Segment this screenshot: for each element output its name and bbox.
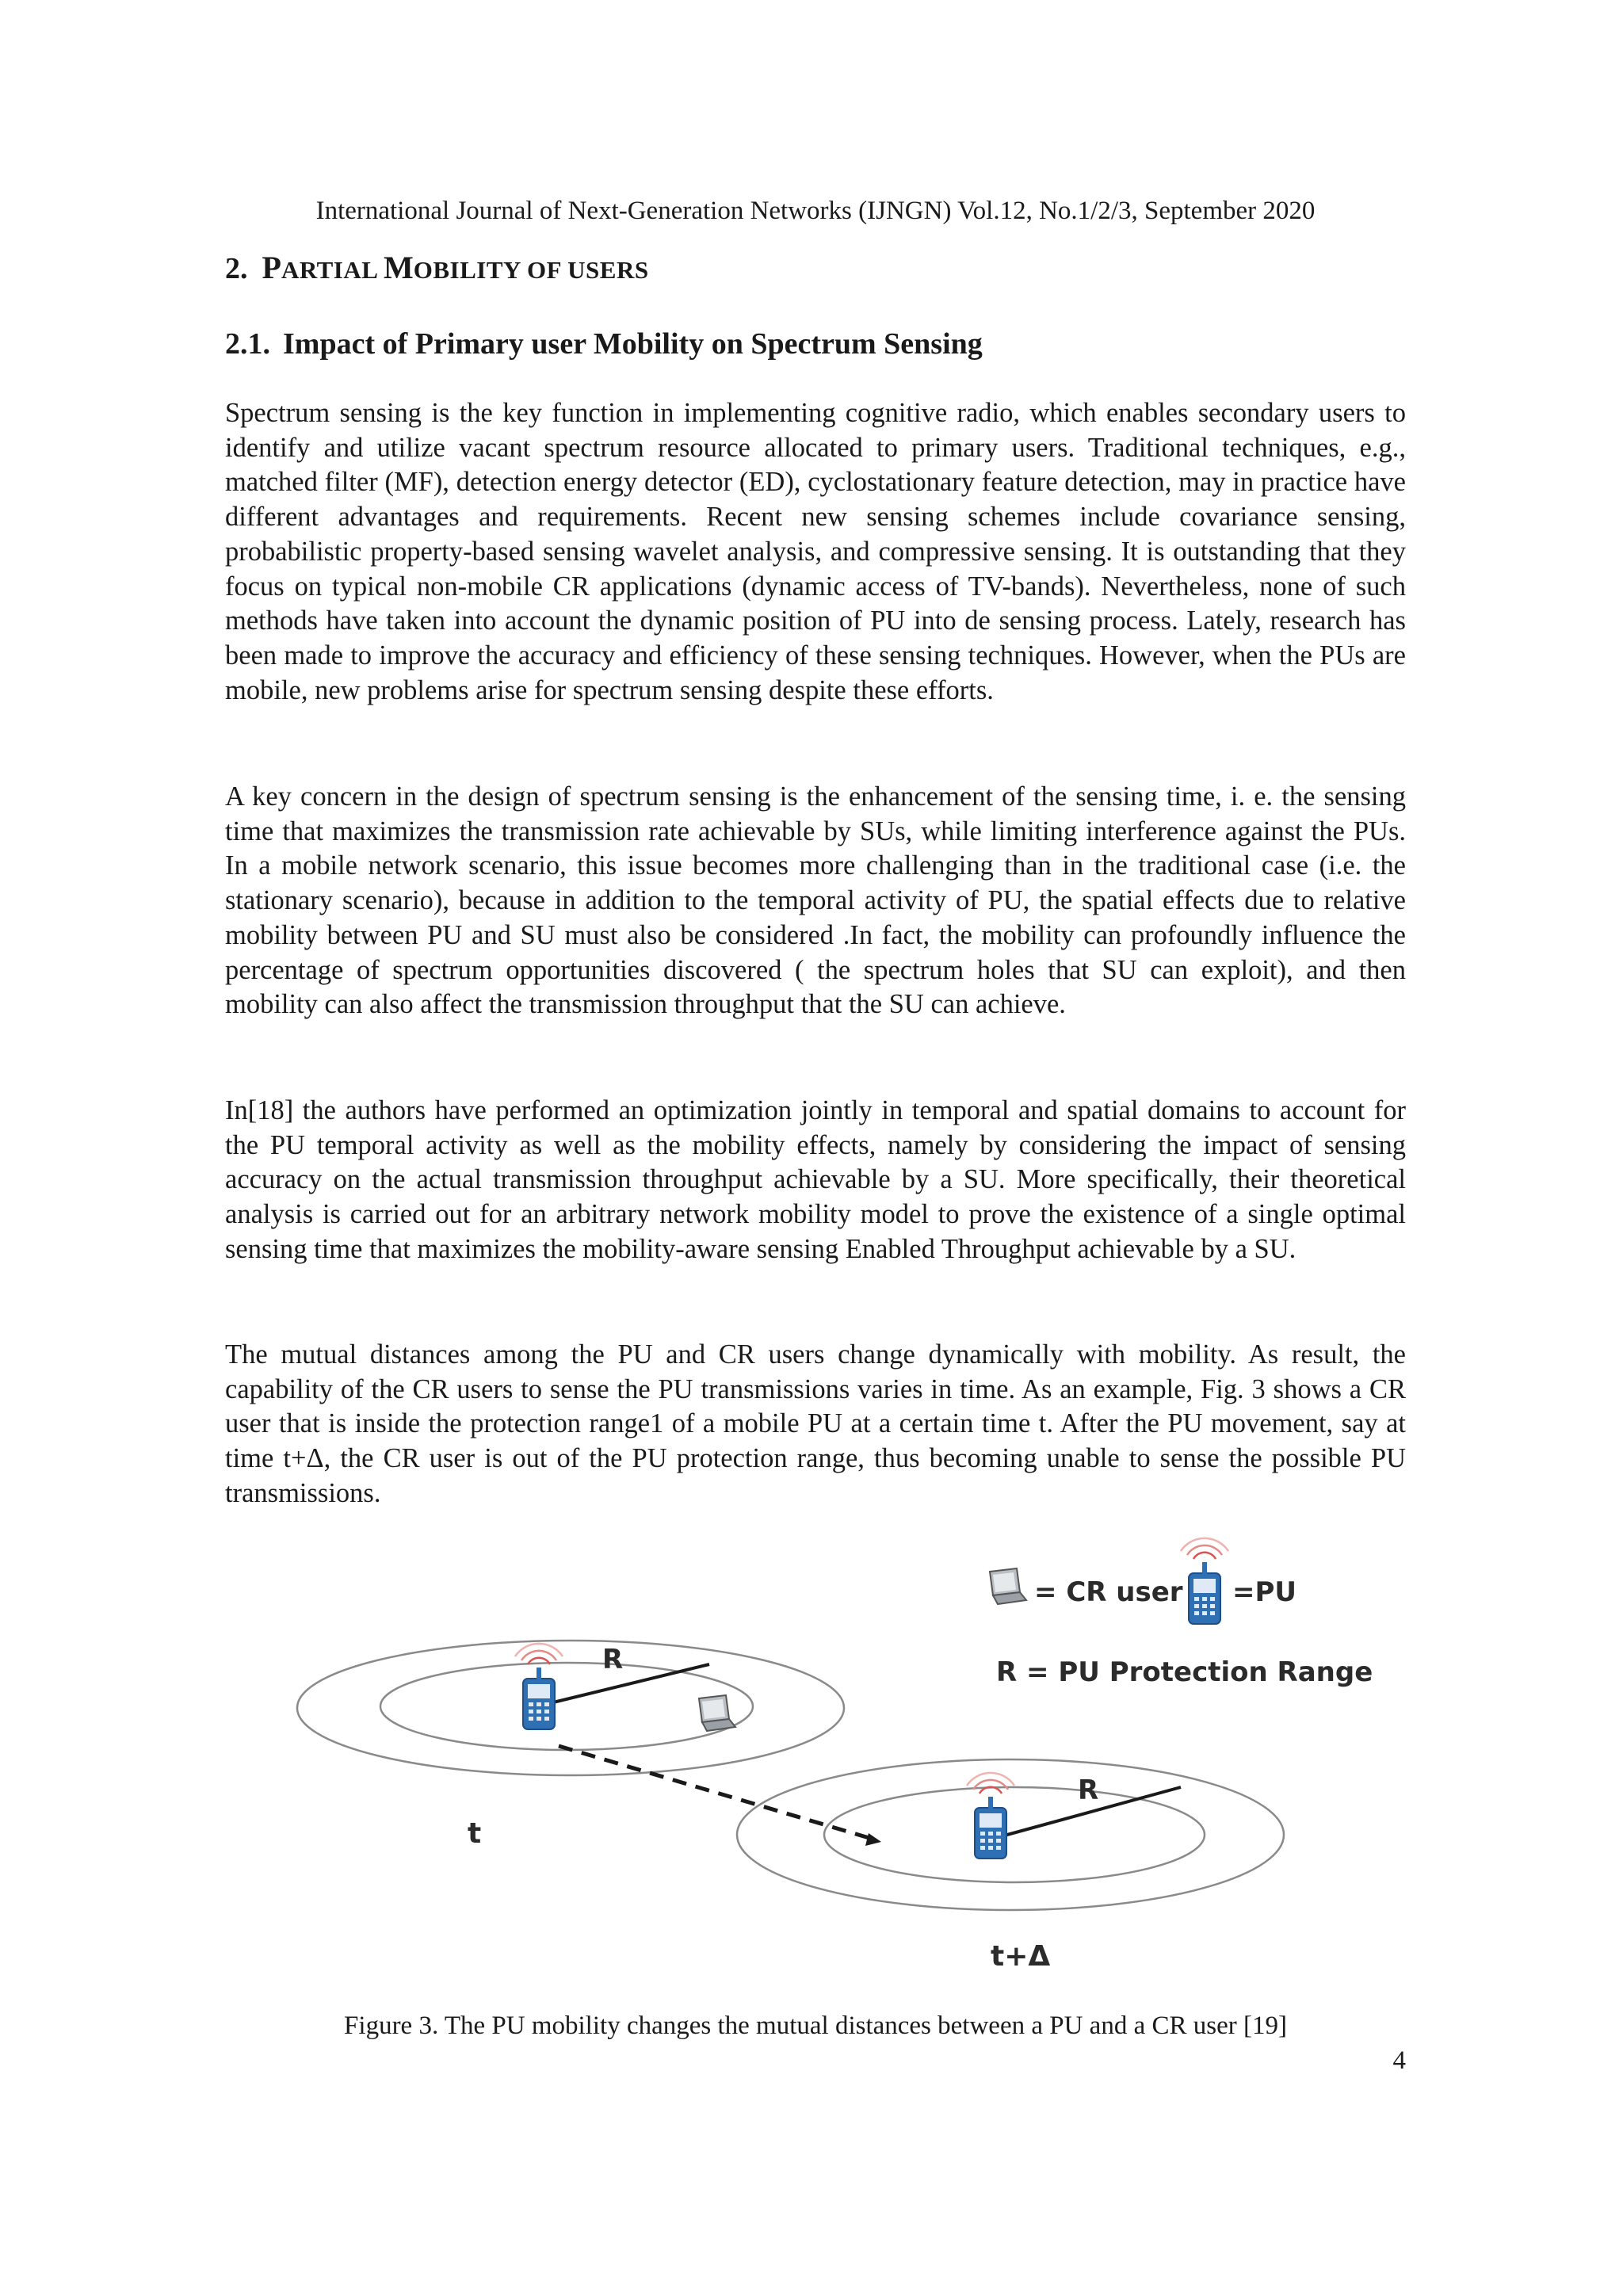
body-paragraph-2: A key concern in the design of spectrum sensing is the enhancement of the sensing time, i. e. the sensing time that maximizes the transmission rate achievable by SUs, while limiting interference against the PUs. In a mobile network scenario, this issue becomes more challenging than in the traditional case (i.e. the stationary scenario), because in addition to the temporal activity of PU, the spatial effects due to relative mobility between PU and SU must also be considered .In fact, the mobility can profoundly influence the percentage of spectrum opportunities discovered ( the spectrum holes that SU can exploit), and then mobility can also affect the transmission throughput that the SU can achieve.: [225, 781, 1406, 1020]
legend-protection-range: R = PU Protection Range: [996, 1656, 1373, 1688]
mobile-phone-icon: [1181, 1538, 1228, 1624]
section-title-part-1: ARTIAL: [281, 256, 384, 284]
subsection-title: Impact of Primary user Mobility on Spectrum Sensing: [283, 327, 983, 361]
section-title-initial-1: P: [262, 250, 281, 285]
radius-label-t-delta: R: [1078, 1775, 1099, 1806]
running-header: International Journal of Next-Generation Networks (IJNGN) Vol.12, No.1/2/3, September 2020: [315, 197, 1316, 225]
page-number: 4: [1392, 2046, 1406, 2075]
section-number: 2.: [225, 252, 248, 285]
section-title-part-2: OBILITY OF USERS: [413, 256, 649, 284]
figure-caption: Figure 3. The PU mobility changes the mutual distances between a PU and a CR user [19]: [344, 2011, 1287, 2040]
laptop-icon: [990, 1568, 1026, 1604]
mobile-phone-icon: [967, 1773, 1014, 1859]
section-heading: [225, 249, 1406, 289]
subsection-heading: [225, 325, 1406, 363]
pu-movement-path: [559, 1746, 881, 1846]
radius-label-t: R: [602, 1644, 624, 1675]
legend: [990, 1538, 1373, 1688]
pu-mobility-diagram: [285, 1526, 1373, 1977]
time-label-t: t: [468, 1817, 482, 1850]
scenario-time-t-delta: [737, 1759, 1284, 1973]
legend-pu: =PU: [1232, 1576, 1297, 1608]
section-title-initial-2: M: [383, 250, 414, 285]
body-paragraph-4: The mutual distances among the PU and CR users change dynamically with mobility. As result, the capability of the CR users to sense the PU transmissions varies in time. As an example, Fig. 3 shows a CR user that is inside the protection range1 of a mobile PU at a certain time t. After the PU movement, say at time t+Δ, the CR user is out of the PU protection range, thus becoming unable to sense the possible PU transmissions.: [225, 1339, 1406, 1508]
figure-3: [285, 1526, 1373, 1977]
time-label-t-delta: t+Δ: [991, 1940, 1051, 1973]
subsection-number: 2.1.: [225, 327, 270, 361]
body-paragraph-1: Spectrum sensing is the key function in implementing cognitive radio, which enables secondary users to identify and utilize vacant spectrum resource allocated to primary users. Traditional techniques, e.g., matched filter (MF), detection energy detector (ED), cyclostationary feature detection, may in practice have different advantages and requirements. Recent new sensing schemes include covariance sensing, probabilistic property-based sensing wavelet analysis, and compressive sensing. It is outstanding that they focus on typical non-mobile CR applications (dynamic access of TV-bands). Nevertheless, none of such methods have taken into account the dynamic position of PU into de sensing process. Lately, research has been made to improve the accuracy and efficiency of these sensing techniques. However, when the PUs are mobile, new problems arise for spectrum sensing despite these efforts.: [225, 398, 1406, 705]
mobile-phone-icon: [515, 1644, 563, 1729]
legend-cr-user: = CR user: [1034, 1576, 1183, 1608]
laptop-icon: [699, 1695, 735, 1731]
scenario-time-t: [297, 1641, 844, 1850]
body-paragraph-3: In[18] the authors have performed an optimization jointly in temporal and spatial domains to account for the PU temporal activity as well as the mobility effects, namely by considering the impact of sensing accuracy on the actual transmission throughput achievable by a SU. More specifically, their theoretical analysis is carried out for an arbitrary network mobility model to prove the existence of a single optimal sensing time that maximizes the mobility-aware sensing Enabled Throughput achievable by a SU.: [225, 1095, 1406, 1264]
